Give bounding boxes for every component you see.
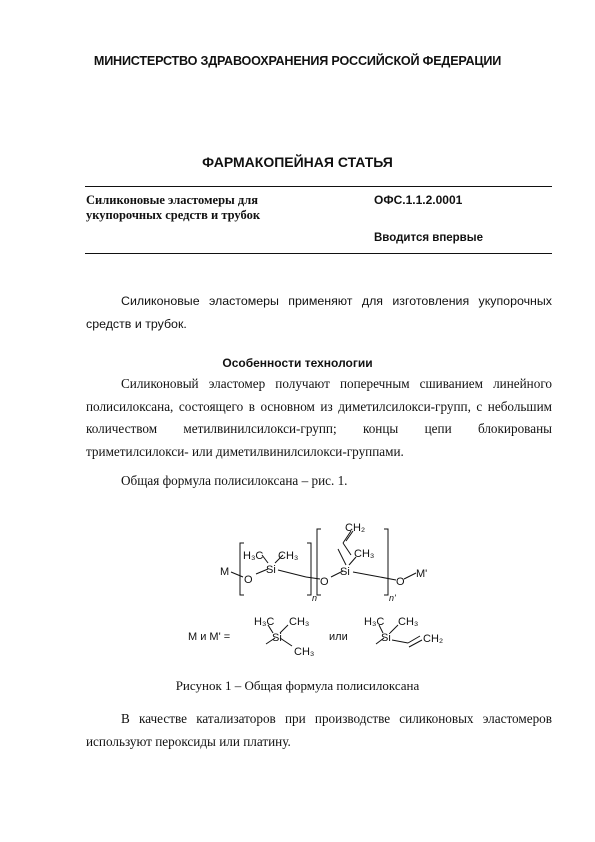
label-m-prime-right: M' xyxy=(416,568,428,580)
label-ch3-1: CH₃ xyxy=(278,550,299,562)
label-si-3: Si xyxy=(272,632,282,644)
bracket-right-2 xyxy=(384,529,388,595)
paragraph-technology: Силиконовый эластомер получают поперечным сшиванием линейного полисилоксана, состоящего в основном из диметилсилокси-групп, с небольшим количеством метилвинилсилокси-групп; концы цепи блокированы триметилсилокси- или диметилвинилсилокси-группами. xyxy=(86,376,552,459)
label-si-1: Si xyxy=(266,564,276,576)
label-o-1: O xyxy=(244,574,253,586)
subject-line-1: Силиконовые эластомеры для xyxy=(86,193,259,207)
label-ch3-2: CH₃ xyxy=(354,548,375,560)
label-o-2: O xyxy=(320,576,329,588)
article-code: ОФС.1.1.2.0001 xyxy=(374,193,463,207)
label-n: n xyxy=(312,593,318,603)
article-subject xyxy=(86,193,260,223)
label-si-2: Si xyxy=(340,566,350,578)
label-si-4: Si xyxy=(381,632,391,644)
label-ch2-vinyl: CH₂ xyxy=(345,522,366,534)
figure-caption: Рисунок 1 – Общая формула полисилоксана xyxy=(175,678,420,693)
label-ch3-5: CH₃ xyxy=(398,616,419,628)
ministry-header: МИНИСТЕРСТВО ЗДРАВООХРАНЕНИЯ РОССИЙСКОЙ ФЕДЕРАЦИИ xyxy=(93,54,502,68)
bracket-right-1 xyxy=(307,543,311,595)
section-heading: Особенности технологии xyxy=(222,356,373,370)
subject-line-2: укупорочных средств и трубок xyxy=(86,208,261,222)
paragraph-formula-ref: Общая формула полисилоксана – рис. 1. xyxy=(121,473,348,488)
paragraph-catalysts: В качестве катализаторов при производстве силиконовых эластомеров используют пероксиды или платину. xyxy=(86,711,552,749)
label-h3c-1: H₃C xyxy=(243,550,264,562)
bottom-rule xyxy=(85,253,552,254)
label-ch2-end: CH₂ xyxy=(423,633,444,645)
label-ch3-3: CH₃ xyxy=(289,616,310,628)
label-or: или xyxy=(329,631,348,643)
intro-paragraph: Силиконовые эластомеры применяют для изготовления укупорочных средств и трубок. xyxy=(86,294,552,331)
label-ch3-4: CH₃ xyxy=(294,646,315,658)
article-status: Вводится впервые xyxy=(374,232,483,244)
label-h3c-3: H₃C xyxy=(254,616,275,628)
label-m-and-m-prime: M и M' = xyxy=(188,631,231,643)
label-o-3: O xyxy=(396,576,405,588)
label-m-left: M xyxy=(220,566,230,578)
label-n-prime: n' xyxy=(389,593,396,603)
document-title: ФАРМАКОПЕЙНАЯ СТАТЬЯ xyxy=(202,154,393,170)
top-rule xyxy=(85,186,552,187)
polysiloxane-formula-figure xyxy=(0,515,595,675)
label-h3c-4: H₃C xyxy=(364,616,385,628)
